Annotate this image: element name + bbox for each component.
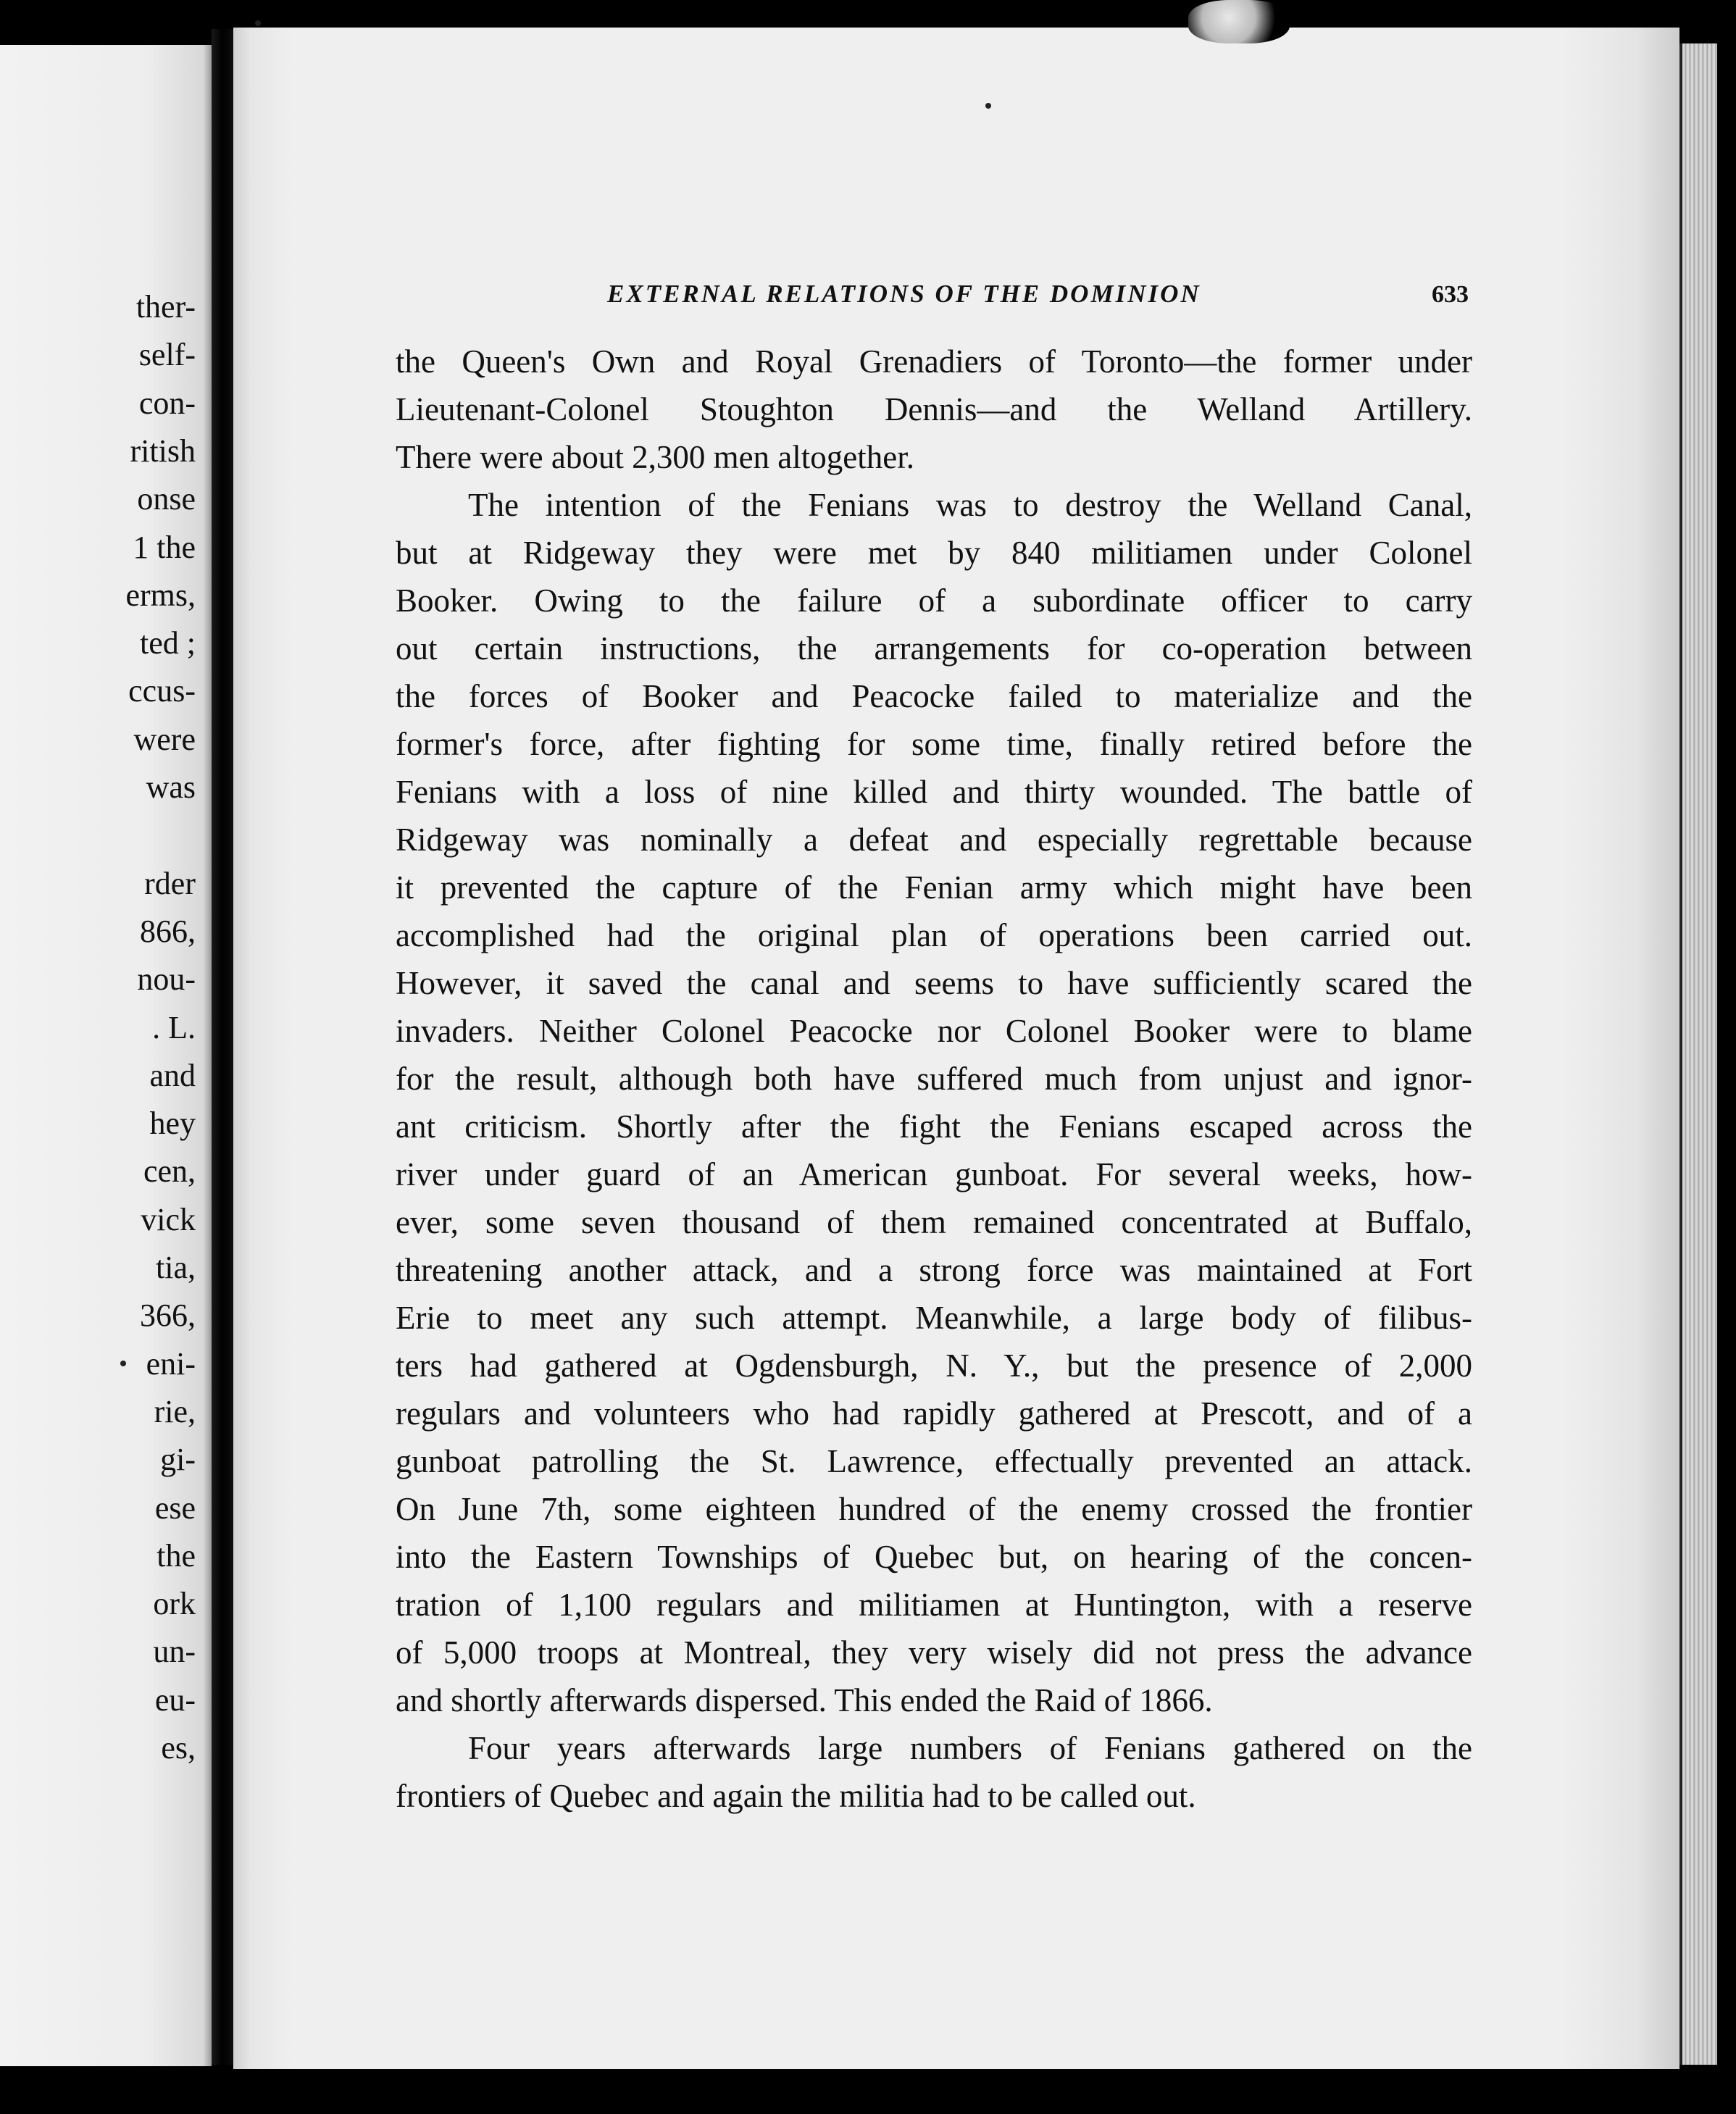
facing-page-fragment: were	[133, 721, 196, 757]
facing-page-fragment: was	[146, 769, 196, 805]
facing-page-fragment: tia,	[156, 1250, 196, 1285]
facing-page-fragment: gi-	[160, 1442, 196, 1478]
text-line: out certain instructions, the arrangements for co-operation between	[396, 630, 1472, 667]
text-line: frontiers of Quebec and again the militia had to be called out.	[396, 1778, 1196, 1814]
text-line: Booker. Owing to the failure of a subordinate officer to carry	[396, 582, 1472, 619]
facing-page-fragment: the	[157, 1537, 196, 1574]
facing-page-fragment: vick	[141, 1201, 196, 1237]
text-line: of 5,000 troops at Montreal, they very wisely did not press the advance	[396, 1634, 1472, 1671]
text-line: accomplished had the original plan of operations been carried out.	[396, 917, 1472, 953]
facing-page-fragment: eni-	[146, 1345, 196, 1382]
text-line: Four years afterwards large numbers of Fenians gathered on the	[468, 1730, 1472, 1766]
text-line: ever, some seven thousand of them remained concentrated at Buffalo,	[396, 1204, 1472, 1240]
facing-page-fragment: self-	[138, 337, 196, 373]
facing-page-fragment: and	[149, 1057, 196, 1093]
running-title: EXTERNAL RELATIONS OF THE DOMINION	[607, 280, 1201, 308]
scan-speck	[985, 103, 991, 109]
facing-page-fragment: ork	[153, 1586, 196, 1622]
text-line: gunboat patrolling the St. Lawrence, effectually prevented an attack.	[396, 1443, 1472, 1479]
text-line: Erie to meet any such attempt. Meanwhile, a large body of filibus-	[396, 1300, 1472, 1336]
page-edge-stack	[1679, 43, 1717, 2065]
facing-page-fragment: 866,	[140, 913, 196, 949]
facing-page-fragment: onse	[137, 481, 196, 517]
facing-page-fragment: 1 the	[133, 529, 196, 565]
scan-speck	[120, 1361, 126, 1366]
facing-page-fragment: ccus-	[128, 673, 196, 709]
text-line: for the result, although both have suffered much from unjust and ignor-	[396, 1061, 1472, 1097]
facing-page-fragment: 366,	[140, 1298, 196, 1334]
facing-page-fragment: ese	[154, 1490, 196, 1526]
facing-page-fragment: . L.	[152, 1009, 196, 1045]
text-line: river under guard of an American gunboat. For several weeks, how-	[396, 1156, 1472, 1192]
text-line: former's force, after fighting for some time, finally retired before the	[396, 726, 1472, 762]
facing-page	[0, 45, 212, 2066]
text-line: There were about 2,300 men altogether.	[396, 439, 914, 475]
facing-page-fragment: con-	[138, 385, 196, 421]
text-line: However, it saved the canal and seems to have sufficiently scared the	[396, 965, 1472, 1001]
page-number: 633	[1432, 281, 1469, 308]
facing-page-fragment: un-	[153, 1634, 196, 1670]
text-line: the forces of Booker and Peacocke failed to materialize and the	[396, 678, 1472, 714]
body-text	[396, 338, 1472, 1820]
facing-page-fragment: rder	[144, 865, 196, 901]
text-line: invaders. Neither Colonel Peacocke nor Colonel Booker were to blame	[396, 1013, 1472, 1049]
facing-page-fragment: ritish	[130, 433, 196, 469]
facing-page-fragment: eu-	[154, 1681, 196, 1718]
text-line: and shortly afterwards dispersed. This ended the Raid of 1866.	[396, 1682, 1213, 1718]
facing-page-fragment: cen,	[143, 1153, 196, 1190]
text-line: On June 7th, some eighteen hundred of the enemy crossed the frontier	[396, 1491, 1472, 1527]
facing-page-fragment: hey	[149, 1106, 196, 1142]
text-line: but at Ridgeway they were met by 840 militiamen under Colonel	[396, 535, 1472, 571]
text-line: regulars and volunteers who had rapidly gathered at Prescott, and of a	[396, 1395, 1472, 1432]
text-line: ant criticism. Shortly after the fight the Fenians escaped across the	[396, 1108, 1472, 1145]
facing-page-fragment: es,	[161, 1730, 196, 1766]
text-line: ters had gathered at Ogdensburgh, N. Y., but the presence of 2,000	[396, 1348, 1472, 1384]
facing-page-fragment: rie,	[154, 1393, 196, 1429]
text-line: threatening another attack, and a strong force was maintained at Fort	[396, 1252, 1472, 1288]
scan-artifact	[1188, 0, 1290, 43]
text-line: tration of 1,100 regulars and militiamen at Huntington, with a reserve	[396, 1587, 1472, 1623]
scan-speck	[255, 20, 261, 26]
text-line: The intention of the Fenians was to destroy the Welland Canal,	[468, 487, 1472, 523]
text-line: Ridgeway was nominally a defeat and especially regrettable because	[396, 822, 1472, 858]
facing-page-fragment: erms,	[125, 577, 196, 613]
facing-page-fragment: ther-	[135, 289, 196, 325]
text-line: it prevented the capture of the Fenian army which might have been	[396, 869, 1472, 906]
text-line: into the Eastern Townships of Quebec but, on hearing of the concen-	[396, 1539, 1472, 1575]
facing-page-fragment: ted ;	[140, 625, 196, 661]
facing-page-fragment: nou-	[137, 961, 196, 998]
text-line: Fenians with a loss of nine killed and thirty wounded. The battle of	[396, 774, 1472, 810]
text-line: Lieutenant-Colonel Stoughton Dennis—and the Welland Artillery.	[396, 391, 1472, 427]
text-line: the Queen's Own and Royal Grenadiers of Toronto—the former under	[396, 343, 1472, 380]
